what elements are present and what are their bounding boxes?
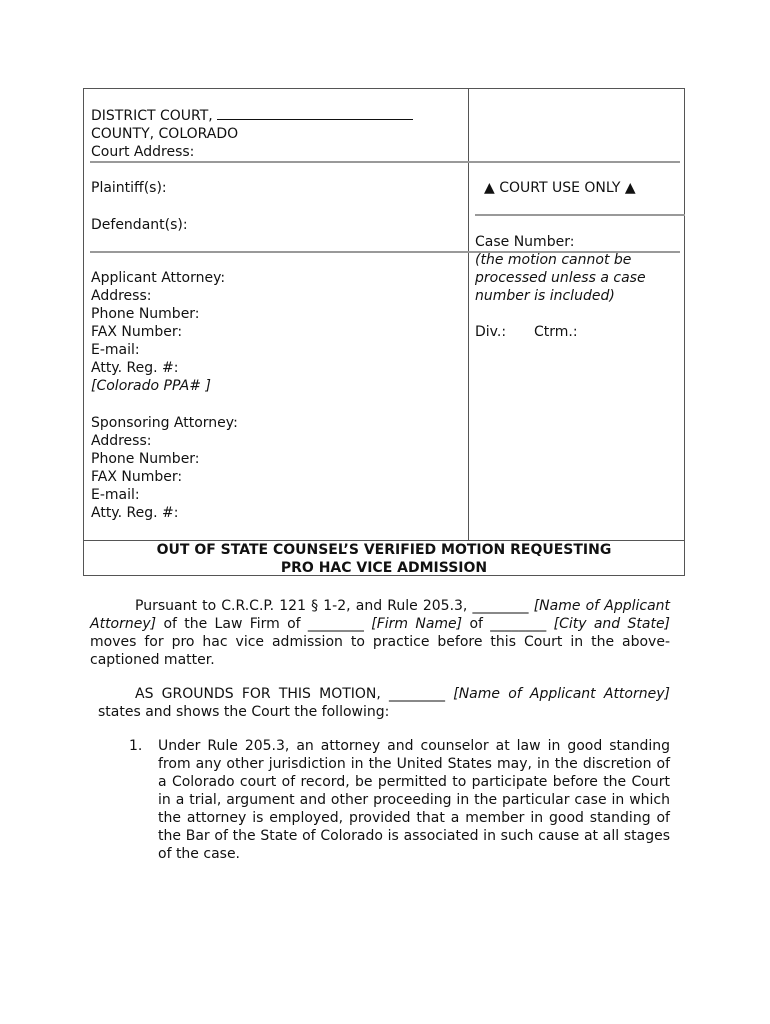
county-line: COUNTY, COLORADO — [91, 126, 239, 142]
applicant-ppa: [Colorado PPA# ] — [91, 378, 211, 394]
p1-text-c: of the Law Firm of ________ — [163, 616, 364, 632]
p1-placeholder-name: [Name of Applicant Attorney] — [90, 598, 671, 632]
court-address: Court Address: — [91, 144, 195, 160]
case-note-line: number is included) — [475, 288, 615, 304]
p1-placeholder-firm: [Firm Name] — [371, 616, 463, 632]
list-item: Under Rule 205.3, an attorney and counselor at law in good standing from any other jurisdiction in the United States may, in the discretion of a Colorado court of record, be permitted to participate before the Court in a trial, argument and other proceeding in the particular case in which the attorney is employed, provided that a member in good standing of the Bar of the State of Colorado is associated in such cause at all stages of the case. — [158, 738, 670, 862]
motion-title-line1: OUT OF STATE COUNSEL’S VERIFIED MOTION REQUESTING — [156, 542, 612, 558]
p1-placeholder-city: [City and State] — [553, 616, 671, 632]
court-prefix: DISTRICT COURT, — [91, 108, 213, 124]
sponsoring-attorney-block — [91, 414, 238, 522]
applicant-reg: Atty. Reg. #: — [91, 360, 179, 376]
sponsoring-email: E-mail: — [91, 487, 140, 503]
sponsoring-reg: Atty. Reg. #: — [91, 505, 179, 521]
sponsoring-fax: FAX Number: — [91, 469, 183, 485]
applicant-fax: FAX Number: — [91, 324, 183, 340]
sponsoring-phone: Phone Number: — [91, 451, 200, 467]
court-divider — [90, 161, 680, 163]
p2-text-c: states and shows the Court the following: — [98, 704, 390, 720]
p1-text-g: moves for pro hac vice admission to practice before this Court in the above-captioned matter. — [90, 634, 670, 668]
applicant-address: Address: — [91, 288, 152, 304]
motion-title-line2: PRO HAC VICE ADMISSION — [280, 560, 488, 576]
sponsoring-address: Address: — [91, 433, 152, 449]
p1-text-e: of ________ — [469, 616, 547, 632]
paragraph-2 — [98, 685, 670, 721]
case-caption-box — [83, 88, 685, 576]
court-use-only: ▲ COURT USE ONLY ▲ — [484, 180, 636, 196]
div-label: Div.: — [475, 324, 507, 340]
ctrm-label: Ctrm.: — [534, 324, 578, 340]
defendants-label: Defendant(s): — [91, 217, 188, 233]
list-item-number: 1. — [129, 738, 143, 754]
motion-title — [84, 541, 684, 577]
caption-vertical-divider — [468, 89, 469, 540]
case-note-line: (the motion cannot be — [475, 252, 632, 268]
applicant-heading: Applicant Attorney: — [91, 270, 226, 286]
paragraph-1 — [90, 597, 670, 669]
p2-placeholder-name: [Name of Applicant Attorney] — [453, 686, 670, 702]
applicant-email: E-mail: — [91, 342, 140, 358]
sponsoring-heading: Sponsoring Attorney: — [91, 415, 238, 431]
applicant-phone: Phone Number: — [91, 306, 200, 322]
p2-text-a: AS GROUNDS FOR THIS MOTION, ________ — [135, 686, 446, 702]
case-number-label: Case Number: — [475, 234, 575, 250]
court-use-divider — [475, 214, 685, 216]
case-number-note — [475, 251, 646, 305]
p1-text-a: Pursuant to C.R.C.P. 121 § 1-2, and Rule 205.3, ________ — [135, 598, 529, 614]
applicant-attorney-block — [91, 269, 225, 395]
court-blank-line — [217, 107, 413, 120]
case-note-line: processed unless a case — [475, 270, 646, 286]
court-block — [91, 107, 413, 161]
plaintiffs-label: Plaintiff(s): — [91, 180, 167, 196]
